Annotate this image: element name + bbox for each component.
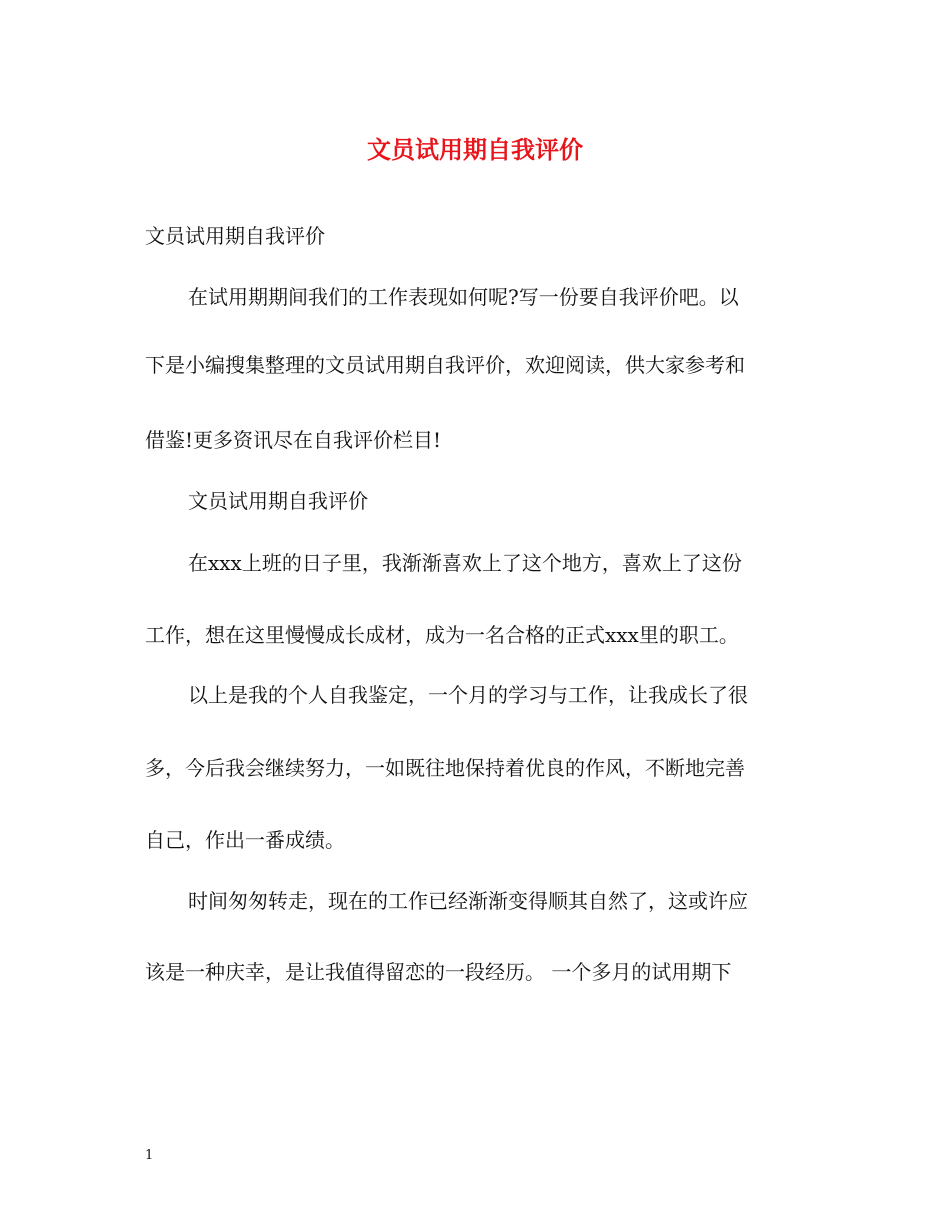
text-line: 该是一种庆幸，是让我值得留恋的一段经历。 一个多月的试用期下: [145, 960, 732, 984]
section-heading: 文员试用期自我评价: [188, 489, 368, 513]
text-line: 自己，作出一番成绩。: [145, 828, 345, 852]
page-number: 1: [145, 1148, 154, 1163]
text-line: 工作，想在这里慢慢成长成材，成为一名合格的正式xxx里的职工。: [145, 623, 739, 647]
text-line: 多，今后我会继续努力，一如既往地保持着优良的作风，不断地完善: [145, 756, 745, 780]
subtitle-line: 文员试用期自我评价: [145, 224, 325, 248]
text-line: 下是小编搜集整理的文员试用期自我评价，欢迎阅读，供大家参考和: [145, 353, 745, 377]
text-line: 在xxx上班的日子里，我渐渐喜欢上了这个地方，喜欢上了这份: [188, 551, 742, 575]
text-line: 以上是我的个人自我鉴定，一个月的学习与工作，让我成长了很: [188, 683, 748, 707]
text-line: 时间匆匆转走，现在的工作已经渐渐变得顺其自然了，这或许应: [188, 889, 748, 913]
page-title: 文员试用期自我评价: [367, 135, 583, 164]
text-line: 借鉴!更多资讯尽在自我评价栏目!: [145, 428, 442, 452]
text-line: 在试用期期间我们的工作表现如何呢?写一份要自我评价吧。以: [188, 285, 739, 309]
